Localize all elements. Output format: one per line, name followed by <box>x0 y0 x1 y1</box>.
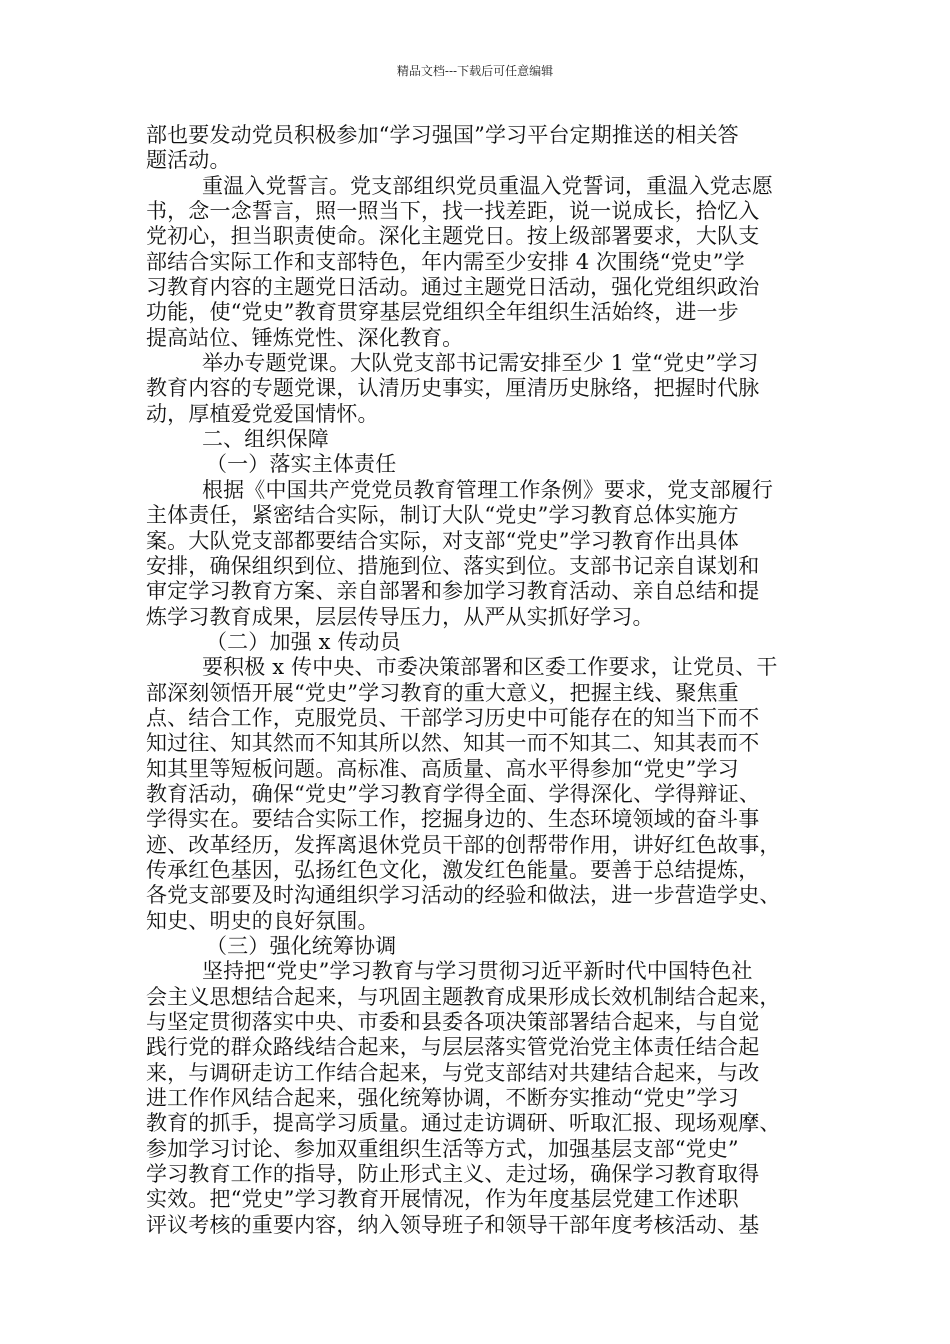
text-line: 书，念一念誓言，照一照当下，找一找差距，说一说成长，拾忆入 <box>146 199 760 224</box>
paragraph-first-line: 举办专题党课。大队党支部书记需安排至少 1 堂“党史”学习 <box>202 351 759 376</box>
text-line: 点、结合工作，克服党员、干部学习历史中可能存在的知当下而不 <box>146 705 760 730</box>
text-line: 践行党的群众路线结合起来，与层层落实管党治党主体责任结合起 <box>146 1035 760 1060</box>
paragraph-first-line: 要积极 x 传中央、市委决策部署和区委工作要求，让党员、干 <box>202 655 778 680</box>
paragraph-first-line: 根据《中国共产党党员教育管理工作条例》要求，党支部履行 <box>202 477 774 502</box>
subsection-heading: （一）落实主体责任 <box>206 452 397 477</box>
text-line: 主体责任，紧密结合实际，制订大队“党史”学习教育总体实施方 <box>146 503 739 528</box>
text-line: 教育活动，确保“党史”学习教育学得全面、学得深化、学得辩证、 <box>146 781 760 806</box>
text-line: 会主义思想结合起来，与巩固主题教育成果形成长效机制结合起来， <box>146 984 781 1009</box>
text-line: 部结合实际工作和支部特色，年内需至少安排 4 次围绕“党史”学 <box>146 249 745 274</box>
text-line: 与坚定贯彻落实中央、市委和县委各项决策部署结合起来，与自觉 <box>146 1010 760 1035</box>
text-line: 进工作作风结合起来，强化统筹协调，不断夯实推动“党史”学习 <box>146 1086 739 1111</box>
text-line: 党初心，担当职责使命。深化主题党日。按上级部署要求，大队支 <box>146 224 760 249</box>
text-line: 部深刻领悟开展“党史”学习教育的重大意义，把握主线、聚焦重 <box>146 680 739 705</box>
page-header-note: 精品文档---下载后可任意编辑 <box>396 64 554 78</box>
text-line: 部也要发动党员积极参加“学习强国”学习平台定期推送的相关答 <box>146 123 739 147</box>
text-line: 习教育内容的主题党日活动。通过主题党日活动，强化党组织政治 <box>146 275 760 300</box>
text-line: 来，与调研走访工作结合起来，与党支部结对共建结合起来，与改 <box>146 1060 760 1085</box>
text-line: 传承红色基因，弘扬红色文化，激发红色能量。要善于总结提炼， <box>146 857 760 882</box>
text-line: 知其里等短板问题。高标准、高质量、高水平得参加“党史”学习 <box>146 756 739 781</box>
text-line: 审定学习教育方案、亲自部署和参加学习教育活动、亲自总结和提 <box>146 579 760 604</box>
text-line: 功能，使“党史”教育贯穿基层党组织全年组织生活始终，进一步 <box>146 300 739 325</box>
paragraph-first-line: 坚持把“党史”学习教育与学习贯彻习近平新时代中国特色社 <box>202 959 753 984</box>
text-line: 安排，确保组织到位、措施到位、落实到位。支部书记亲自谋划和 <box>146 553 760 578</box>
subsection-heading: （三）强化统筹协调 <box>206 934 397 958</box>
text-line: 学得实在。要结合实际工作，挖掘身边的、生态环境领域的奋斗事 <box>146 807 760 832</box>
document-body <box>146 123 814 1238</box>
paragraph-first-line: 重温入党誓言。党支部组织党员重温入党誓词，重温入党志愿 <box>202 173 774 198</box>
section-heading: 二、组织保障 <box>202 427 329 452</box>
text-line: 炼学习教育成果，层层传导压力，从严从实抓好学习。 <box>146 604 654 629</box>
subsection-heading: （二）加强 x 传动员 <box>206 629 401 654</box>
text-line: 知史、明史的良好氛围。 <box>146 908 379 933</box>
text-line: 提高站位、锤炼党性、深化教育。 <box>146 325 464 350</box>
text-line: 评议考核的重要内容，纳入领导班子和领导干部年度考核活动、基 <box>146 1212 760 1237</box>
text-line: 教育内容的专题党课，认清历史事实，厘清历史脉络，把握时代脉 <box>146 376 760 401</box>
text-line: 学习教育工作的指导，防止形式主义、走过场，确保学习教育取得 <box>146 1162 760 1187</box>
text-line: 实效。把“党史”学习教育开展情况，作为年度基层党建工作述职 <box>146 1187 739 1212</box>
text-line: 参加学习讨论、参加双重组织生活等方式，加强基层支部“党史” <box>146 1136 739 1161</box>
text-line: 迹、改革经历，发挥离退休党员干部的创帮带作用，讲好红色故事， <box>146 832 781 857</box>
text-line: 案。大队党支部都要结合实际，对支部“党史”学习教育作出具体 <box>146 528 739 553</box>
text-line: 题活动。 <box>146 148 231 173</box>
text-line: 各党支部要及时沟通组织学习活动的经验和做法，进一步营造学史、 <box>146 883 781 908</box>
text-line: 动，厚植爱党爱国情怀。 <box>146 401 379 426</box>
text-line: 知过往、知其然而不知其所以然、知其一而不知其二、知其表而不 <box>146 731 760 756</box>
text-line: 教育的抓手，提高学习质量。通过走访调研、听取汇报、现场观摩、 <box>146 1111 781 1136</box>
